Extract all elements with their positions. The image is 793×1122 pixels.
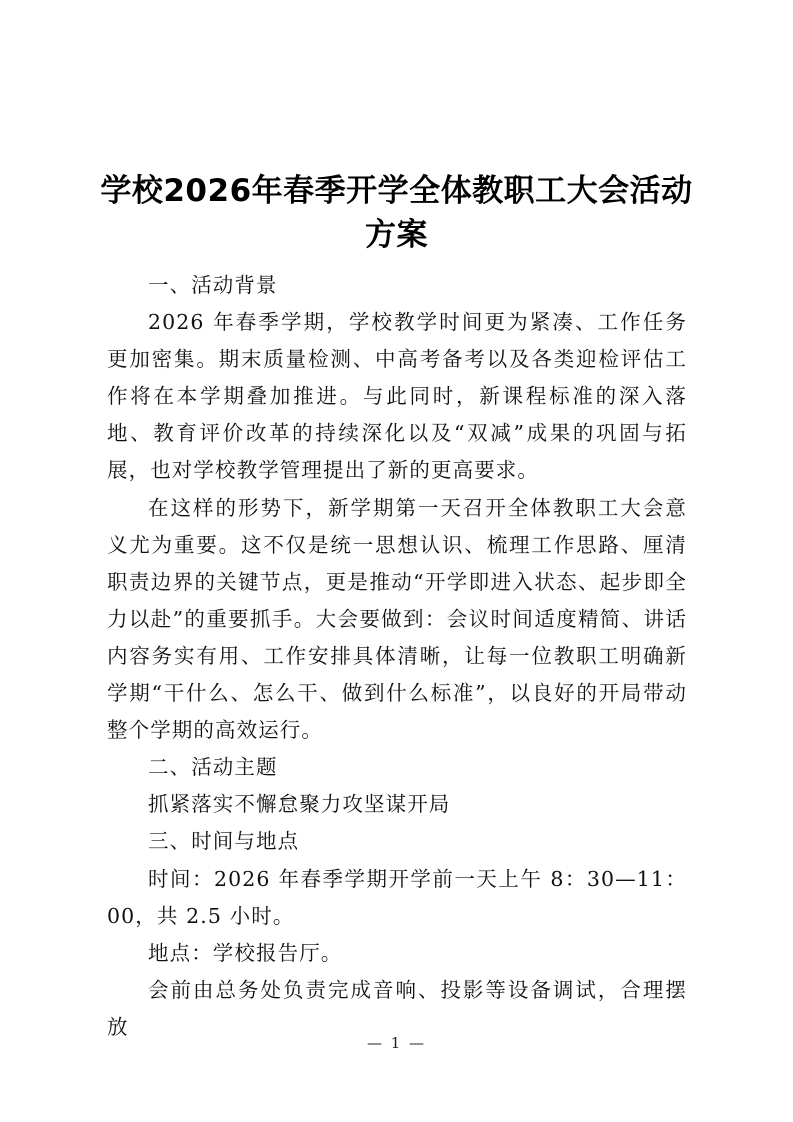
section-heading: 二、活动主题 bbox=[148, 755, 278, 780]
section-heading: 三、时间与地点 bbox=[148, 829, 300, 854]
page-number: — 1 — bbox=[366, 1034, 427, 1052]
paragraph: 在这样的形势下，新学期第一天召开全体教职工大会意义尤为重要。这不仅是统一思想认识、梳理工作思路、厘清职责边界的关键节点，更是推动“开学即进入状态、起步即全力以赴”的重要抓手。大会要做到：会议时间适度精简、讲话内容务实有用、工作安排具体清晰，让每一位教职工明确新学期“干什么、怎么干、做到什么标准”，以良好的开局带动整个学期的高效运行。 bbox=[107, 495, 687, 743]
document-title: 学校2026年春季开学全体教职工大会活动方案 bbox=[100, 172, 693, 253]
paragraph: 会前由总务处负责完成音响、投影等设备调试，合理摆放 bbox=[107, 977, 687, 1039]
section-theme bbox=[107, 749, 687, 823]
section-background bbox=[107, 267, 687, 749]
section-heading: 一、活动背景 bbox=[148, 273, 278, 297]
paragraph: 时间：2026 年春季学期开学前一天上午 8：30—11：00，共 2.5 小时。 bbox=[107, 866, 687, 928]
paragraph: 地点：学校报告厅。 bbox=[148, 940, 343, 965]
document-body bbox=[107, 267, 687, 1046]
section-time-location bbox=[107, 823, 687, 1046]
paragraph: 2026 年春季学期，学校教学时间更为紧凑、工作任务更加密集。期末质量检测、中高考备考以及各类迎检评估工作将在本学期叠加推进。与此同时，新课程标准的深入落地、教育评价改革的持续深化以及“双减”成果的巩固与拓展，也对学校教学管理提出了新的更高要求。 bbox=[107, 310, 687, 483]
paragraph: 抓紧落实不懈怠聚力攻坚谋开局 bbox=[148, 792, 451, 817]
